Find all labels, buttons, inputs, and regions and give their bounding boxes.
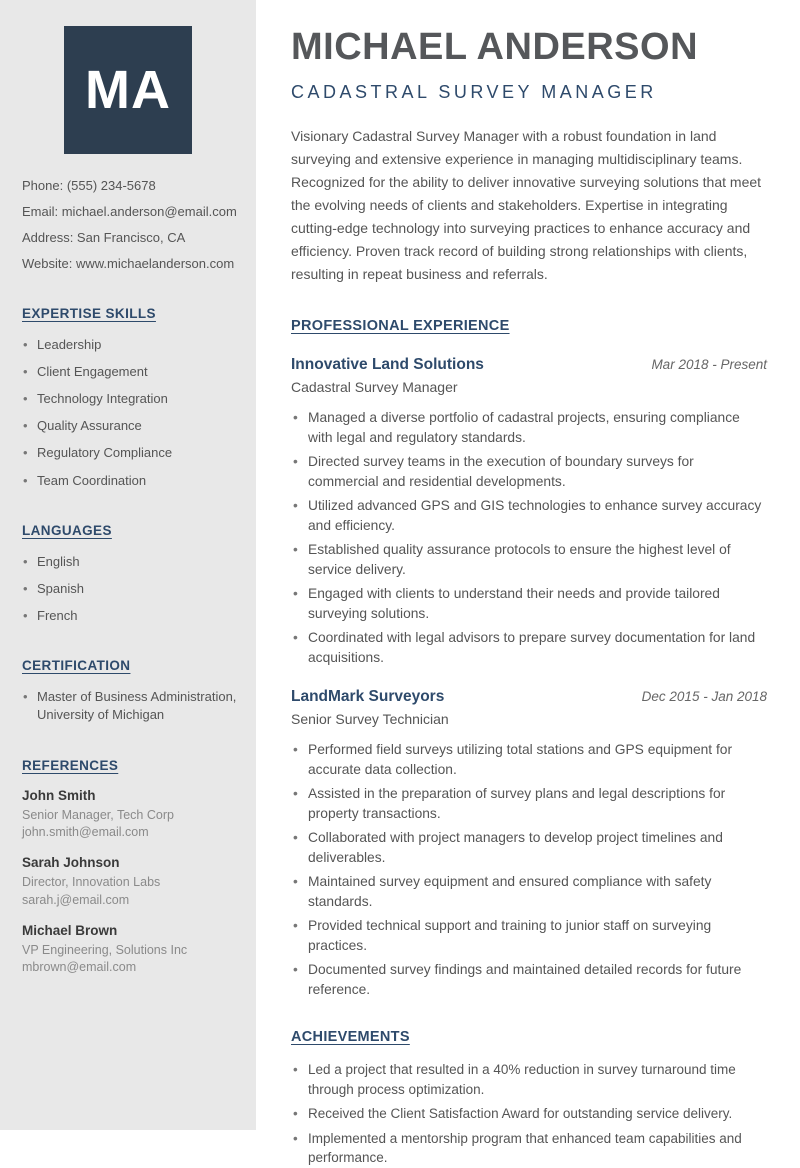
achievements-heading: ACHIEVEMENTS [291,1029,410,1045]
job-bullet: • Engaged with clients to understand their needs and provide tailored surveying solutions. [291,584,767,623]
job-bullet: • Performed field surveys utilizing total stations and GPS equipment for accurate data collection. [291,740,767,779]
job-bullet: • Established quality assurance protocols to ensure the highest level of service delivery. [291,540,767,579]
company-name: Innovative Land Solutions [291,356,484,373]
skill-item: • Client Engagement [22,363,240,381]
reference-name: John Smith [22,787,96,803]
sidebar [0,0,256,1130]
skill-item: • Leadership [22,336,240,354]
person-job-title: CADASTRAL SURVEY MANAGER [291,82,657,102]
languages-heading: LANGUAGES [22,522,112,538]
job-bullet: • Provided technical support and training to junior staff on surveying practices. [291,916,767,955]
reference-title: Senior Manager, Tech Corp [22,807,174,822]
language-item: • Spanish [22,580,240,598]
languages-section [22,522,240,626]
references-section [22,757,240,978]
reference-name: Sarah Johnson [22,855,120,871]
job-bullet-list [291,740,767,999]
job-bullet-list [291,408,767,667]
contact-phone: Phone: (555) 234-5678 [22,178,156,193]
experience-section [291,317,767,999]
contact-address: Address: San Francisco, CA [22,229,186,245]
job-position: Senior Survey Technician [291,711,449,727]
skill-item: • Team Coordination [22,472,240,490]
job-bullet: • Maintained survey equipment and ensured compliance with safety standards. [291,872,767,911]
skills-list [22,336,240,490]
references-heading: REFERENCES [22,757,119,773]
skill-item: • Regulatory Compliance [22,444,240,462]
reference-title: VP Engineering, Solutions Inc [22,942,188,957]
reference-email: sarah.j@email.com [22,892,130,907]
job-header [291,688,767,706]
job-bullet: • Collaborated with project managers to develop project timelines and deliverables. [291,828,767,867]
achievements-list [291,1060,767,1168]
experience-heading: PROFESSIONAL EXPERIENCE [291,318,510,334]
reference-title: Director, Innovation Labs [22,875,161,890]
person-name: MICHAEL ANDERSON [291,26,699,68]
achievement-item: • Implemented a mentorship program that enhanced team capabilities and performance. [291,1129,767,1168]
certification-list [22,688,240,724]
certification-section [22,657,240,724]
reference-email: mbrown@email.com [22,960,137,975]
job-entry [291,356,767,667]
job-dates: Dec 2015 - Jan 2018 [641,689,767,704]
monogram-badge [64,26,192,154]
skills-section [22,305,240,490]
language-item: • English [22,553,240,571]
certification-item: • Master of Business Administration, University of Michigan [22,688,240,724]
achievement-item: • Led a project that resulted in a 40% reduction in survey turnaround time through process optimization. [291,1060,767,1099]
contact-info [22,178,238,273]
job-entry [291,688,767,999]
certification-heading: CERTIFICATION [22,658,131,674]
reference-email: john.smith@email.com [22,825,149,840]
skills-heading: EXPERTISE SKILLS [22,305,156,321]
achievement-item: • Received the Client Satisfaction Award for outstanding service delivery. [291,1104,767,1124]
job-bullet: • Directed survey teams in the execution of boundary surveys for commercial and residential developments. [291,452,767,491]
skill-item: • Technology Integration [22,390,240,408]
job-bullet: • Assisted in the preparation of survey plans and legal descriptions for property transactions. [291,784,767,823]
skill-item: • Quality Assurance [22,417,240,435]
company-name: LandMark Surveyors [291,688,445,705]
languages-list [22,553,240,626]
contact-email: Email: michael.anderson@email.com [22,203,237,219]
job-bullet: • Utilized advanced GPS and GIS technologies to enhance survey accuracy and efficiency. [291,496,767,535]
main-content [256,0,800,1165]
job-bullet: • Documented survey findings and maintained detailed records for future reference. [291,960,767,999]
job-header [291,356,767,374]
language-item: • French [22,607,240,625]
reference-entry [22,788,240,843]
job-bullet: • Managed a diverse portfolio of cadastral projects, ensuring compliance with legal and regulatory standards. [291,408,767,447]
reference-entry [22,923,240,978]
monogram-initials: MA [85,60,171,120]
achievements-section [291,1028,767,1168]
contact-website: Website: www.michaelanderson.com [22,255,235,271]
summary-paragraph: Visionary Cadastral Survey Manager with a robust foundation in land surveying and extensive experience in managing multidisciplinary teams. Recognized for the ability to deliver innovative surveying solutions that meet the evolving needs of clients and stakeholders. Expertise in integrating cutting-edge technology into surveying practices to enhance accuracy and efficiency. Proven track record of building strong relationships with clients, resulting in repeat business and referrals. [291,128,762,282]
reference-name: Michael Brown [22,922,118,938]
job-position: Cadastral Survey Manager [291,379,458,395]
job-bullet: • Coordinated with legal advisors to prepare survey documentation for land acquisitions. [291,628,767,667]
reference-entry [22,855,240,910]
job-dates: Mar 2018 - Present [651,357,767,372]
